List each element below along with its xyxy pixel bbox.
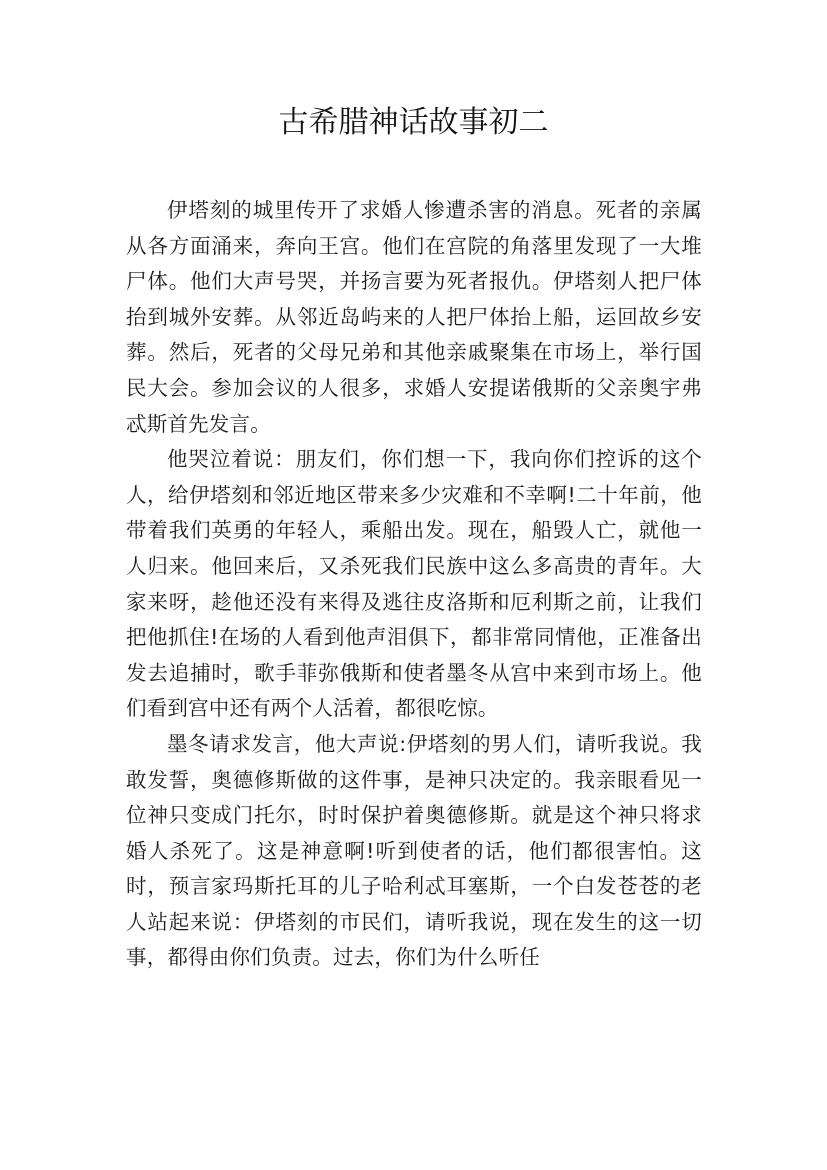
paragraph-2: 他哭泣着说：朋友们，你们想一下，我向你们控诉的这个人，给伊塔刻和邻近地区带来多少灾难和不幸啊!二十年前，他带着我们英勇的年轻人，乘船出发。现在，船毁人亡，就他一人归来。他回来后，又杀死我们民族中这么多高贵的青年。大家来呀，趁他还没有来得及逃往皮洛斯和厄利斯之前，让我们把他抓住!在场的人看到他声泪俱下，都非常同情他，正准备出发去追捕时，歌手菲弥俄斯和使者墨冬从宫中来到市场上。他们看到宫中还有两个人活着，都很吃惊。 [126,447,702,721]
paragraph-3: 墨冬请求发言，他大声说:伊塔刻的男人们，请听我说。我敢发誓，奥德修斯做的这件事，是神只决定的。我亲眼看见一位神只变成门托尔，时时保护着奥德修斯。就是这个神只将求婚人杀死了。这是神意啊!听到使者的话，他们都很害怕。这时，预言家玛斯托耳的儿子哈利忒耳塞斯，一个白发苍苍的老人站起来说：伊塔刻的市民们，请听我说，现在发生的这一切事，都得由你们负责。过去，你们为什么听任 [126,731,702,970]
paragraph-1: 伊塔刻的城里传开了求婚人惨遭杀害的消息。死者的亲属从各方面涌来，奔向王宫。他们在宫院的角落里发现了一大堆尸体。他们大声号哭，并扬言要为死者报仇。伊塔刻人把尸体抬到城外安葬。从邻近岛屿来的人把尸体抬上船，运回故乡安葬。然后，死者的父母兄弟和其他亲戚聚集在市场上，举行国民大会。参加会议的人很多，求婚人安提诺俄斯的父亲奥宇弗忒斯首先发言。 [126,198,702,436]
document-body [126,193,702,976]
document-title: 古希腊神话故事初二 [278,105,549,140]
